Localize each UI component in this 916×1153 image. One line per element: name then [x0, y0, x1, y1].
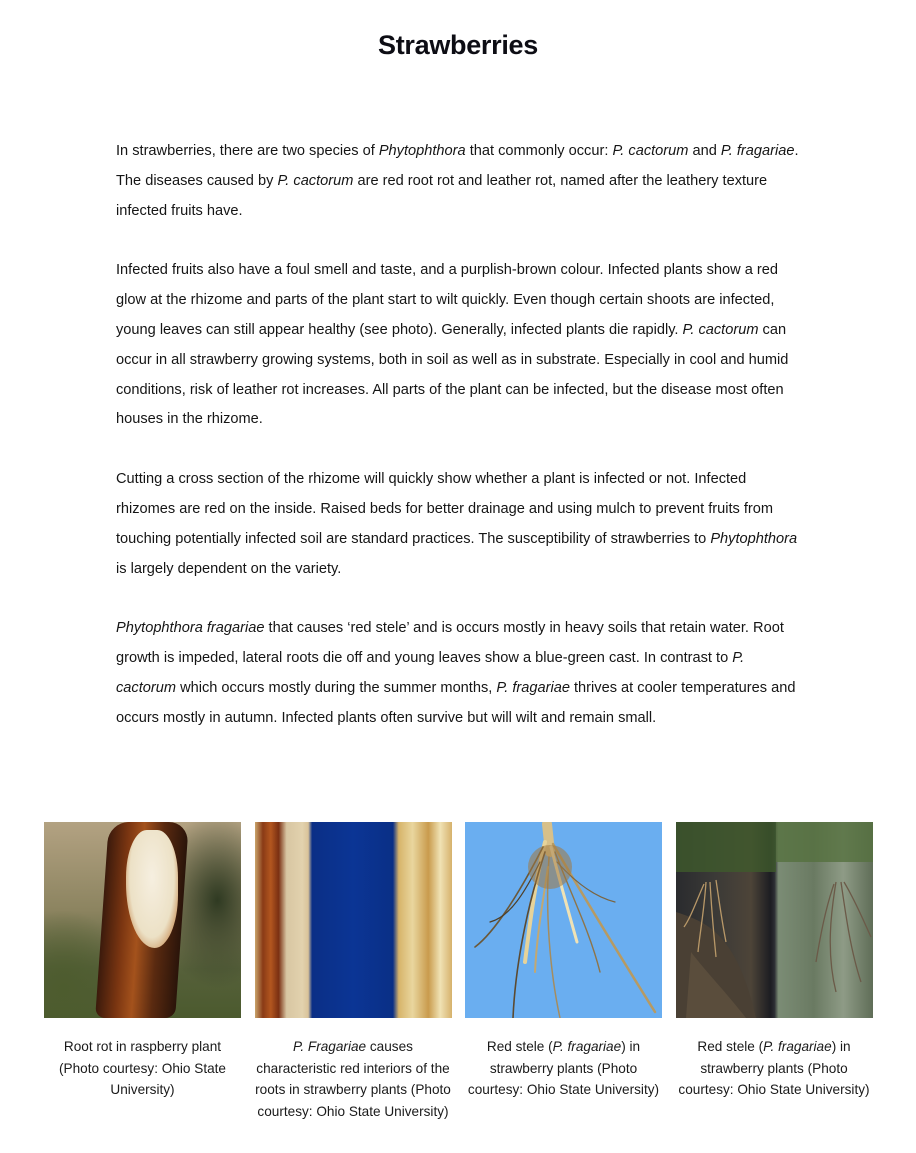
italic-term: P. fragariae — [763, 1039, 832, 1054]
page-title: Strawberries — [378, 30, 538, 60]
italic-term: Phytophthora — [710, 530, 798, 547]
photo-caption: Red stele (P. fragariae) in strawberry plants (Photo courtesy: Ohio State University) — [467, 1039, 660, 1097]
paragraph-species-intro: In strawberries, there are two species of Phytophthora that commonly occur: P. cactorum and P. fragariae. The diseases caused by P. cactorum are red root rot and leather rot, named after the leathery texture infected fruits have. — [116, 143, 799, 219]
italic-term: Phytophthora — [378, 143, 466, 159]
paragraph-symptoms: Infected fruits also have a foul smell and taste, and a purplish-brown colour. Infected plants show a red glow at the rhizome and parts of the plant start to wilt quickly. Even though certain shoots are infected, young leaves can still appear healthy (see photo). Generally, infected plants die rapidly. P. cactorum can occur in all strawberry growing systems, both in soil as well as in substrate. Especially in cool and humid conditions, risk of leather rot increases. All parts of the plant can be infected, but the disease most often houses in the rhizome. — [116, 262, 789, 428]
italic-term: P. fragariae — [496, 679, 570, 696]
red-stele-roots-photo[interactable] — [465, 822, 662, 1018]
italic-term: P. cactorum — [116, 650, 745, 696]
gallery-figure — [44, 822, 241, 1122]
gallery-figure — [465, 822, 662, 1122]
roots-illustration — [465, 822, 662, 1018]
paragraph-diagnosis: Cutting a cross section of the rhizome will quickly show whether a plant is infected or not. Infected rhizomes are red on the inside. Raised beds for better drainage and using mulch to prevent fruits from touching potentially infected soil are standard practices. The susceptibility of strawberries to Phytophthora is largely dependent on the variety. — [116, 471, 798, 577]
italic-term: P. cactorum — [682, 321, 759, 338]
paragraph-red-stele: Phytophthora fragariae that causes ‘red stele’ and is occurs mostly in heavy soils that retain water. Root growth is impeded, lateral roots die off and young leaves show a blue-green cast. In contrast to P. cactorum which occurs mostly during the summer months, P. fragariae thrives at cooler temperatures and occurs mostly in autumn. Infected plants often survive but will wilt and remain small. — [116, 620, 796, 726]
red-interior-roots-photo[interactable] — [255, 822, 452, 1018]
root-rot-raspberry-photo[interactable] — [44, 822, 241, 1018]
italic-term: Phytophthora fragariae — [116, 620, 265, 637]
photo-caption: P. Fragariae causes characteristic red interiors of the roots in strawberry plants (Photo courtesy: Ohio State University) — [255, 1039, 451, 1119]
italic-term: P. cactorum — [612, 143, 689, 159]
photo-caption: Root rot in raspberry plant (Photo courtesy: Ohio State University) — [59, 1039, 226, 1097]
photo-caption: Red stele (P. fragariae) in strawberry plants (Photo courtesy: Ohio State University) — [678, 1039, 870, 1097]
photo-gallery — [44, 822, 874, 1122]
article-body — [116, 137, 806, 764]
italic-term: P. cactorum — [277, 172, 354, 189]
gallery-figure — [255, 822, 452, 1122]
italic-term: P. fragariae — [552, 1039, 622, 1054]
gallery-figure — [676, 822, 873, 1122]
red-stele-plants-photo[interactable] — [676, 822, 873, 1018]
plants-illustration — [676, 822, 873, 1018]
italic-term: P. Fragariae — [293, 1039, 367, 1054]
italic-term: P. fragariae — [720, 143, 795, 159]
